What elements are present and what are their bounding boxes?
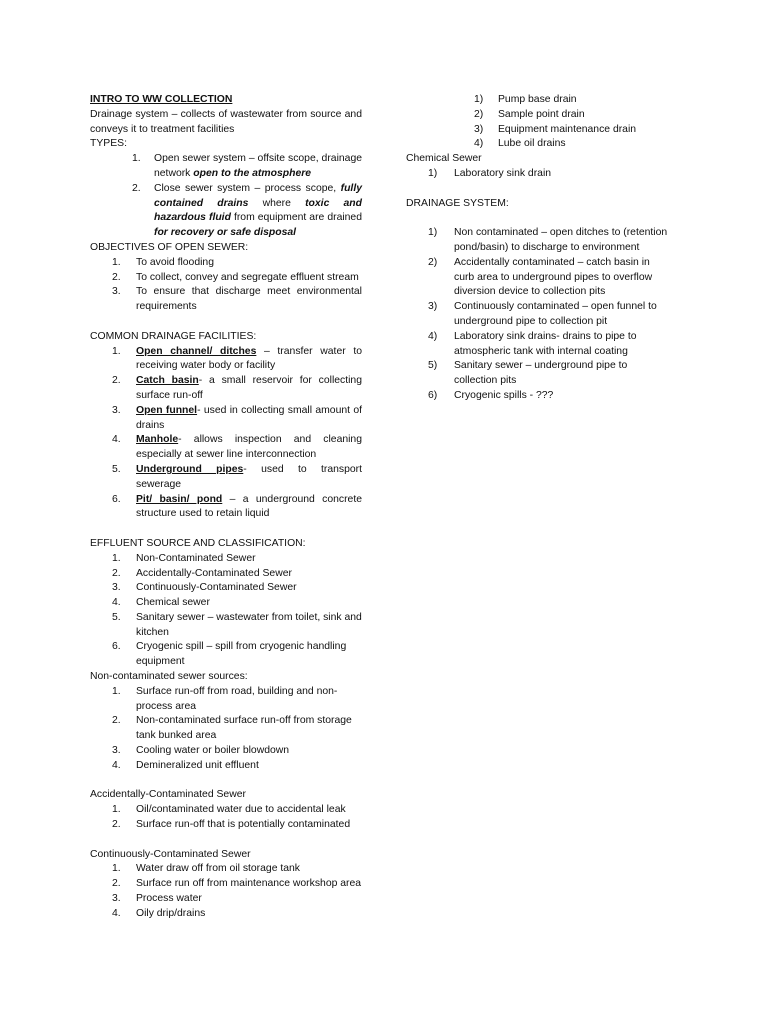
term: Open funnel	[136, 404, 198, 416]
list-item	[406, 123, 671, 138]
list-text: Laboratory sink drains- drains to pipe to atmospheric tank with internal coating	[454, 330, 637, 357]
list-item	[90, 892, 362, 907]
drainage-list	[406, 226, 671, 404]
left-column	[90, 93, 362, 922]
list-item	[90, 404, 362, 434]
term: Catch basin	[136, 375, 199, 387]
list-number: 1.	[112, 685, 121, 697]
continuous-list	[90, 862, 362, 921]
noncontaminated-heading: Non-contaminated sewer sources:	[90, 671, 248, 683]
list-number: 4.	[112, 907, 121, 919]
term: Open channel/ ditches	[136, 345, 257, 357]
list-item	[90, 907, 362, 922]
list-item	[90, 182, 362, 241]
list-number: 1.	[112, 863, 121, 875]
list-text: Cryogenic spills - ???	[454, 389, 554, 401]
list-text: To ensure that discharge meet environmental requirements	[136, 286, 362, 313]
list-number: 2.	[112, 715, 121, 727]
list-item	[90, 862, 362, 877]
list-text: Pump base drain	[498, 94, 577, 105]
list-text: Continuously-Contaminated Sewer	[136, 582, 297, 594]
list-text: Lube oil drains	[498, 138, 566, 150]
drain-list	[406, 93, 671, 152]
list-number: 3)	[474, 123, 484, 135]
list-item	[406, 93, 671, 108]
drainage-heading: DRAINAGE SYSTEM:	[406, 197, 509, 209]
list-number: 3.	[112, 404, 121, 416]
list-number: 4)	[474, 138, 484, 150]
list-number: 1.	[132, 153, 141, 165]
emphasis: for recovery or safe disposal	[154, 227, 297, 239]
list-number: 5)	[428, 360, 438, 372]
list-item	[90, 818, 362, 833]
list-text: Manhole- allows inspection and cleaning especially at sewer line interconnection	[136, 434, 362, 461]
list-item	[90, 567, 362, 582]
objectives-list	[90, 256, 362, 315]
list-text: Water draw off from oil storage tank	[136, 863, 301, 875]
list-number: 3)	[428, 301, 438, 313]
list-number: 4.	[112, 759, 121, 771]
list-item	[90, 433, 362, 463]
facilities-heading: COMMON DRAINAGE FACILITIES:	[90, 330, 257, 342]
list-item	[90, 271, 362, 286]
list-item	[90, 877, 362, 892]
continuous-heading: Continuously-Contaminated Sewer	[90, 848, 251, 860]
list-text: Open funnel- used in collecting small amount of drains	[136, 404, 363, 431]
list-number: 4.	[112, 434, 121, 446]
list-text: Surface run-off from road, building and non-process area	[136, 685, 338, 712]
list-item	[406, 389, 671, 404]
accidental-heading: Accidentally-Contaminated Sewer	[90, 789, 246, 801]
list-item	[90, 285, 362, 315]
list-item	[90, 759, 362, 774]
list-text: Underground pipes- used to transport sewerage	[136, 463, 363, 490]
list-number: 1.	[112, 256, 121, 268]
list-text: Catch basin- a small reservoir for collecting surface run-off	[136, 375, 362, 401]
list-text: Accidentally-Contaminated Sewer	[136, 567, 292, 579]
list-text: Sample point drain	[498, 108, 585, 120]
term: Pit/ basin/ pond	[136, 493, 223, 505]
chemical-heading: Chemical Sewer	[406, 153, 482, 165]
term: Underground pipes	[136, 463, 244, 475]
accidental-list	[90, 803, 362, 833]
list-item	[406, 256, 671, 300]
list-item	[406, 137, 671, 152]
list-item	[90, 803, 362, 818]
types-heading: TYPES:	[90, 138, 127, 150]
list-text: Non contaminated – open ditches to (retention pond/basin) to discharge to environment	[454, 227, 668, 253]
list-number: 2.	[112, 567, 121, 579]
list-number: 5.	[112, 611, 121, 623]
list-number: 2.	[132, 182, 141, 194]
types-list	[90, 152, 362, 241]
list-item	[90, 685, 362, 715]
list-text: Close sewer system – process scope, fully contained drains where toxic and hazardous fluid from equipment are drained for recovery or safe disposal	[154, 182, 362, 239]
list-text: Non-Contaminated Sewer	[136, 552, 256, 564]
chemical-list	[406, 167, 671, 182]
list-number: 2.	[112, 878, 121, 890]
effluent-list	[90, 552, 362, 670]
list-item	[90, 714, 362, 744]
effluent-heading: EFFLUENT SOURCE AND CLASSIFICATION:	[90, 537, 306, 549]
objectives-heading: OBJECTIVES OF OPEN SEWER:	[90, 241, 249, 253]
list-number: 2)	[428, 256, 438, 268]
list-number: 3.	[112, 286, 121, 298]
list-text: Cryogenic spill – spill from cryogenic handling equipment	[136, 641, 347, 668]
list-number: 6.	[112, 493, 121, 505]
list-number: 1.	[112, 804, 121, 816]
list-item	[90, 640, 362, 670]
list-number: 1)	[474, 94, 484, 105]
list-item	[90, 744, 362, 759]
list-number: 2.	[112, 819, 121, 831]
list-number: 5.	[112, 463, 121, 475]
list-number: 1.	[112, 552, 121, 564]
list-item	[90, 596, 362, 611]
list-number: 1.	[112, 345, 121, 357]
emphasis: open to the atmosphere	[193, 167, 312, 179]
list-item	[90, 611, 362, 641]
list-text: To avoid flooding	[136, 256, 214, 268]
list-number: 2.	[112, 271, 121, 283]
list-text: Laboratory sink drain	[454, 167, 552, 179]
list-text: Surface run-off that is potentially contaminated	[136, 819, 351, 831]
list-text: To collect, convey and segregate effluent stream	[136, 271, 359, 283]
list-text: Accidentally contaminated – catch basin in curb area to underground pipes to overflow diversion device to collection pits	[454, 256, 653, 298]
list-number: 4)	[428, 330, 438, 342]
list-item	[406, 300, 671, 330]
list-item	[90, 345, 362, 375]
list-item	[90, 374, 362, 404]
emphasis: fully contained drains	[154, 182, 362, 209]
right-column	[406, 93, 671, 404]
list-item	[406, 108, 671, 123]
list-number: 3.	[112, 893, 121, 905]
list-text: Non-contaminated surface run-off from storage tank bunked area	[136, 715, 352, 742]
list-item	[90, 552, 362, 567]
list-item	[406, 226, 671, 256]
list-text: Open sewer system – offsite scope, drainage network open to the atmosphere	[154, 153, 362, 179]
term: Manhole	[136, 434, 179, 446]
list-text: Sanitary sewer – wastewater from toilet, sink and kitchen	[136, 611, 362, 638]
list-item	[90, 581, 362, 596]
list-number: 6)	[428, 389, 438, 401]
list-text: Oily drip/drains	[136, 907, 206, 919]
list-item	[90, 256, 362, 271]
intro-paragraph: Drainage system – collects of wastewater from source and conveys it to treatment facilities	[90, 108, 362, 135]
emphasis: toxic and hazardous fluid	[154, 197, 362, 224]
list-text: Pit/ basin/ pond – a underground concrete structure used to retain liquid	[136, 493, 363, 520]
list-number: 3.	[112, 582, 121, 594]
list-item	[406, 359, 671, 389]
list-text: Continuously contaminated – open funnel to underground pipe to collection pit	[454, 301, 657, 327]
list-item	[90, 152, 362, 182]
list-item	[90, 463, 362, 493]
list-text: Sanitary sewer – underground pipe to collection pits	[454, 360, 628, 387]
list-text: Process water	[136, 893, 202, 905]
list-text: Surface run off from maintenance workshop area	[136, 878, 362, 890]
list-text: Oil/contaminated water due to accidental leak	[136, 804, 346, 816]
list-number: 1)	[428, 227, 438, 239]
list-item	[90, 493, 362, 523]
list-number: 2.	[112, 375, 121, 387]
list-number: 4.	[112, 597, 121, 609]
list-number: 6.	[112, 641, 121, 653]
list-text: Cooling water or boiler blowdown	[136, 745, 290, 757]
facilities-list	[90, 345, 362, 523]
list-number: 2)	[474, 108, 484, 120]
list-text: Open channel/ ditches – transfer water to receiving water body or facility	[136, 345, 362, 372]
noncontaminated-list	[90, 685, 362, 774]
list-text: Demineralized unit effluent	[136, 759, 259, 771]
list-text: Equipment maintenance drain	[498, 123, 637, 135]
document-title: INTRO TO WW COLLECTION	[90, 94, 233, 105]
list-item	[406, 330, 671, 360]
list-text: Chemical sewer	[136, 597, 210, 609]
list-number: 1)	[428, 167, 438, 179]
list-number: 3.	[112, 745, 121, 757]
list-item	[406, 167, 671, 182]
